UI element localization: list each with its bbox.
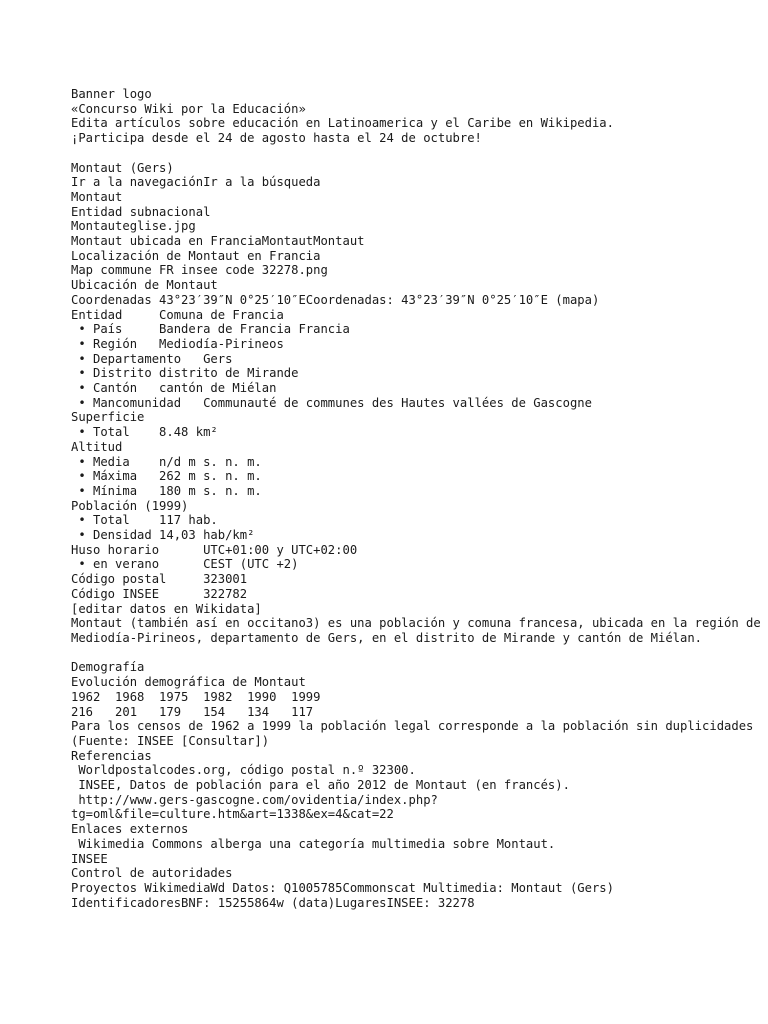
page-title: Montaut (Gers)	[71, 160, 174, 175]
infobox-row: • Densidad 14,03 hab/km²	[71, 528, 255, 543]
infobox-row: Código INSEE 322782	[71, 586, 248, 601]
infobox-row: Altitud	[71, 439, 123, 454]
spacer	[71, 646, 761, 661]
authority-identifiers[interactable]: IdentificadoresBNF: 15255864w (data)LugaresINSEE: 32278	[71, 895, 475, 910]
section-heading-demography: Demografía	[71, 660, 145, 675]
section-heading-authority-control: Control de autoridades	[71, 866, 233, 881]
reference-item[interactable]: http://www.gers-gascogne.com/ovidentia/index.php?	[71, 792, 438, 807]
infobox-row: Huso horario UTC+01:00 y UTC+02:00	[71, 542, 358, 557]
demography-note: Para los censos de 1962 a 1999 la población legal corresponde a la población sin duplicidades	[71, 719, 754, 734]
infobox-image[interactable]: Montauteglise.jpg	[71, 219, 196, 234]
authority-projects[interactable]: Proyectos WikimediaWd Datos: Q1005785Commonscat Multimedia: Montaut (Gers)	[71, 880, 614, 895]
document-page	[71, 87, 768, 910]
demography-table-title: Evolución demográfica de Montaut	[71, 675, 306, 690]
infobox-map-file[interactable]: Map commune FR insee code 32278.png	[71, 263, 328, 278]
banner-title[interactable]: «Concurso Wiki por la Educación»	[71, 101, 306, 116]
external-link-item[interactable]: INSEE	[71, 851, 108, 866]
infobox-row: • Mancomunidad Communauté de communes des Hautes vallées de Gascogne	[71, 395, 592, 410]
infobox-row: • Total 117 hab.	[71, 513, 218, 528]
infobox-row: • Media n/d m s. n. m.	[71, 454, 262, 469]
infobox-map-caption: Montaut ubicada en FranciaMontautMontaut	[71, 234, 365, 249]
reference-item[interactable]: INSEE, Datos de población para el año 2012 de Montaut (en francés).	[71, 778, 570, 793]
infobox-location-label: Ubicación de Montaut	[71, 278, 218, 293]
infobox-location-caption: Localización de Montaut en Francia	[71, 248, 321, 263]
infobox-row: • Máxima 262 m s. n. m.	[71, 469, 262, 484]
infobox-row: • Distrito distrito de Mirande	[71, 366, 299, 381]
infobox-row: • en verano CEST (UTC +2)	[71, 557, 299, 572]
infobox-name: Montaut	[71, 189, 123, 204]
infobox-row: Código postal 323001	[71, 572, 248, 587]
infobox-row: Superficie	[71, 410, 145, 425]
banner-dates: ¡Participa desde el 24 de agosto hasta el 24 de octubre!	[71, 131, 482, 146]
infobox-row: Entidad Comuna de Francia	[71, 307, 284, 322]
infobox-row: • Región Mediodía-Pirineos	[71, 336, 284, 351]
reference-item[interactable]: tg=oml&file=culture.htm&art=1338&ex=4&cat=22	[71, 807, 394, 822]
external-link-item[interactable]: Wikimedia Commons alberga una categoría multimedia sobre Montaut.	[71, 836, 556, 851]
infobox-row: • País Bandera de Francia Francia	[71, 322, 350, 337]
demography-years-row: 1962 1968 1975 1982 1990 1999	[71, 689, 321, 704]
infobox-row: • Cantón cantón de Miélan	[71, 381, 277, 396]
infobox-coordinates[interactable]: Coordenadas 43°23′39″N 0°25′10″ECoordenadas: 43°23′39″N 0°25′10″E (mapa)	[71, 292, 600, 307]
demography-source[interactable]: (Fuente: INSEE [Consultar])	[71, 733, 270, 748]
reference-item[interactable]: Worldpostalcodes.org, código postal n.º 32300.	[71, 763, 416, 778]
intro-paragraph: Montaut (también así en occitano3) es una población y comuna francesa, ubicada en la región de Mediodía-Pirineos, departamento de Gers, en el distrito de Mirande y cantón de Miélan.	[71, 616, 768, 645]
demography-values-row: 216 201 179 154 134 117	[71, 704, 314, 719]
banner-text: Edita artículos sobre educación en Latinoamerica y el Caribe en Wikipedia.	[71, 116, 614, 131]
edit-wikidata-link[interactable]: [editar datos en Wikidata]	[71, 601, 262, 616]
infobox-row: • Departamento Gers	[71, 351, 233, 366]
section-heading-external-links: Enlaces externos	[71, 822, 189, 837]
spacer	[71, 146, 761, 161]
infobox-row: • Total 8.48 km²	[71, 425, 218, 440]
infobox-type: Entidad subnacional	[71, 204, 211, 219]
infobox-row: • Mínima 180 m s. n. m.	[71, 483, 262, 498]
skip-links[interactable]: Ir a la navegaciónIr a la búsqueda	[71, 175, 321, 190]
banner-logo: Banner logo	[71, 87, 152, 101]
section-heading-references: Referencias	[71, 748, 152, 763]
infobox-row: Población (1999)	[71, 498, 189, 513]
